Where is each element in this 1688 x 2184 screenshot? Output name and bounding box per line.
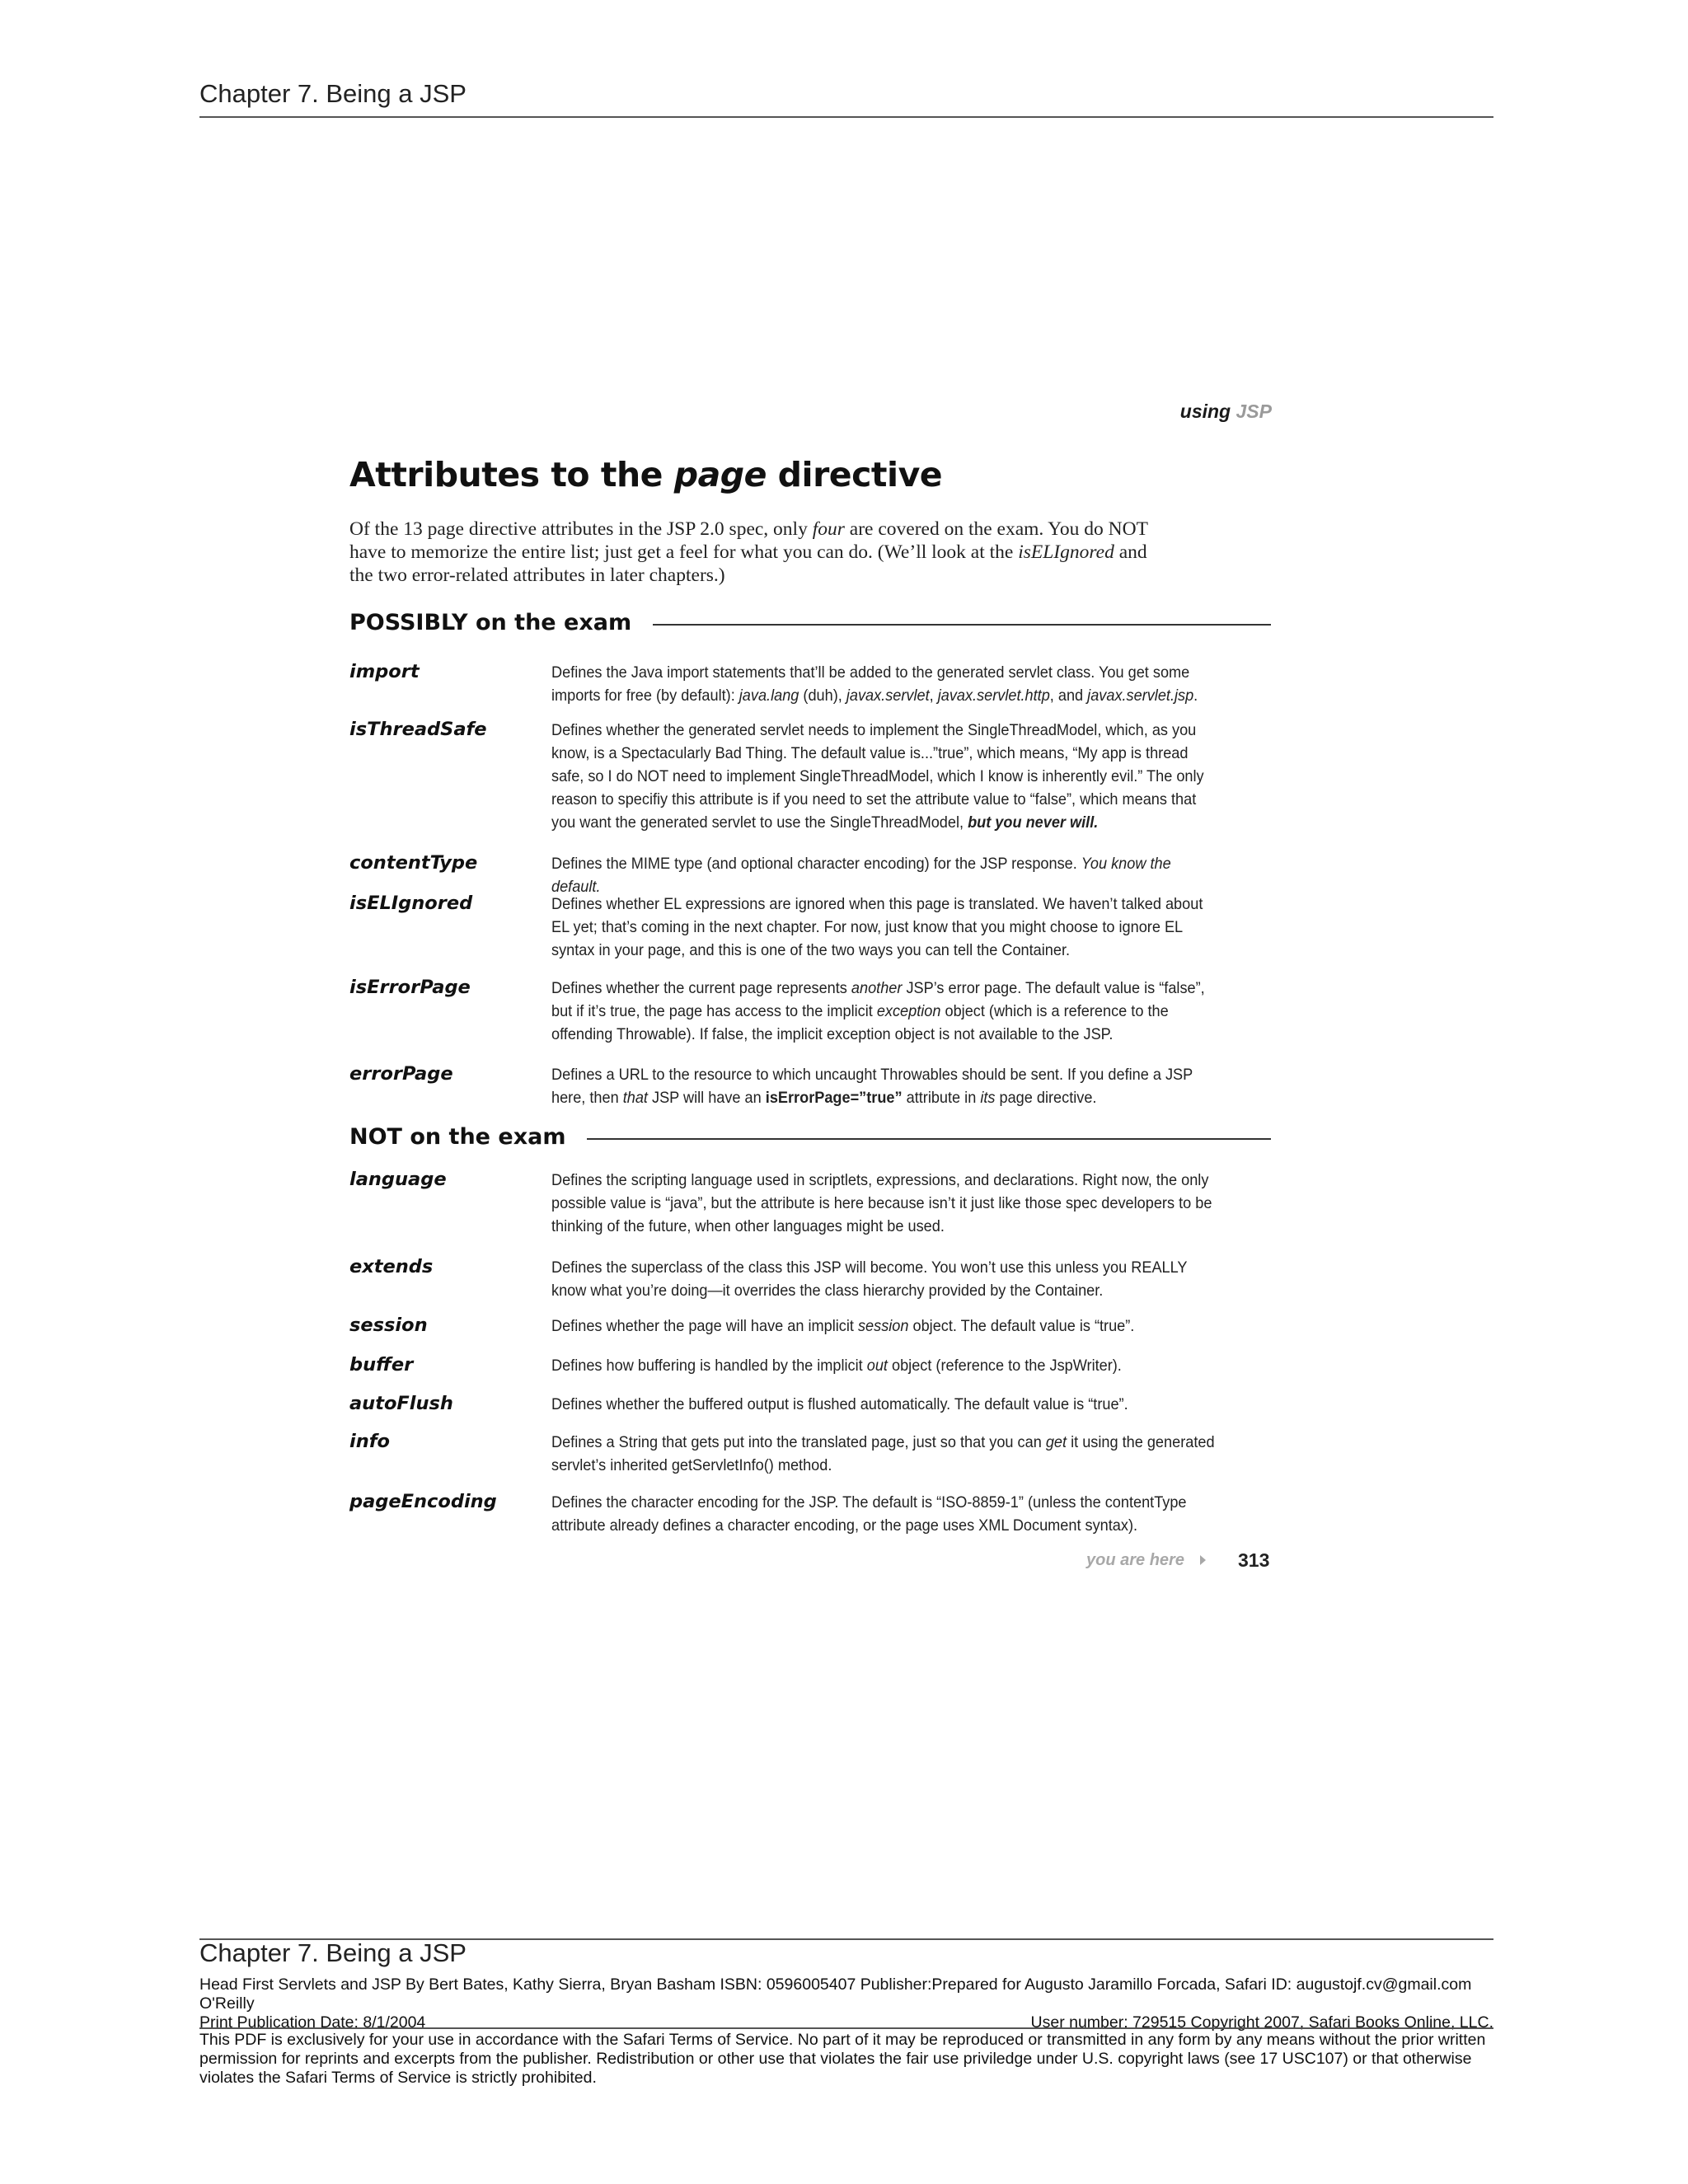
section-label-possibly: POSSIBLY on the exam [349, 610, 632, 635]
desc-text: Defines the Java import statements that’ll be added to the generated servlet class. You get some imports for free (by default): [551, 663, 1190, 705]
attribute-name: extends [349, 1256, 434, 1277]
desc-text: Defines the scripting language used in scriptlets, expressions, and declarations. Right now, the only possible value is “java”, but the attribute is here because isn’t it just like those spec developers to be thinking of the future, when other languages might be used. [551, 1171, 1212, 1235]
attribute-description [551, 1431, 1222, 1477]
page-label-prefix: using [1179, 401, 1231, 422]
attribute-description [551, 1169, 1222, 1238]
desc-text: (duh), [799, 687, 846, 705]
desc-italic: java.lang [738, 687, 799, 705]
page-title-part2: directive [766, 455, 943, 494]
desc-italic: its [980, 1089, 996, 1107]
desc-text: Defines the character encoding for the JSP. The default is “ISO-8859-1” (unless the contentType attribute already defines a character encoding, or the page uses XML Document syntax). [551, 1493, 1187, 1535]
page-label [1180, 401, 1272, 423]
attribute-name: pageEncoding [349, 1491, 497, 1512]
desc-text: Defines whether the current page represents [551, 979, 851, 997]
footer-publisher: O'Reilly [199, 1994, 255, 2013]
attribute-name: isThreadSafe [349, 719, 487, 740]
attribute-row-import [349, 661, 1273, 707]
attribute-name: isErrorPage [349, 977, 471, 998]
desc-italic: get [1045, 1433, 1067, 1451]
attribute-description [551, 977, 1222, 1046]
page-label-accent: JSP [1236, 401, 1272, 422]
desc-italic: exception [876, 1002, 941, 1020]
desc-text: Defines whether the generated servlet needs to implement the SingleThreadModel, which, as you know, is a Spectacularly Bad Thing. The default value is...”true”, which means, “My app is thread safe, so I do NOT need to implement SingleThreadModel, which I know is inherently evil.” The only reason to specifiy this attribute is if you need to set the attribute value to “false”, which means that you want the generated servlet to use the SingleThreadModel, [551, 721, 1204, 832]
intro-text-3: and the two error-related attributes in later chapters.) [349, 541, 1147, 586]
intro-text-2: are covered on the exam. You do NOT have to memorize the entire list; just get a feel for what you can do. (We’ll look at the [349, 518, 1148, 563]
footer-print-date: Print Publication Date: 8/1/2004 [199, 2013, 426, 2032]
desc-text: it using the generated servlet’s inherited getServletInfo() method. [551, 1433, 1215, 1474]
you-are-here-label: you are here [1086, 1551, 1184, 1569]
desc-text: Defines the superclass of the class this JSP will become. You won’t use this unless you REALLY know what you’re doing—it overrides the class hierarchy provided by the Container. [551, 1258, 1188, 1300]
attribute-name: language [349, 1169, 447, 1190]
attribute-name: autoFlush [349, 1393, 453, 1414]
desc-text: Defines how buffering is handled by the implicit [551, 1357, 867, 1375]
header-divider [199, 116, 1493, 118]
desc-text: Defines a String that gets put into the translated page, just so that you can [551, 1433, 1046, 1451]
attribute-description [551, 1393, 1222, 1416]
desc-text: , and [1049, 687, 1088, 705]
intro-italic-2: isELIgnored [1018, 541, 1114, 563]
attribute-row-pageencoding [349, 1491, 1273, 1537]
intro-text-1: Of the 13 page directive attributes in the JSP 2.0 spec, only [349, 518, 813, 540]
attribute-description [551, 852, 1222, 898]
desc-text: JSP will have an [647, 1089, 766, 1107]
attribute-row-buffer [349, 1354, 1273, 1377]
attribute-description [551, 1491, 1222, 1537]
attribute-description [551, 1256, 1222, 1302]
desc-text: page directive. [995, 1089, 1097, 1107]
desc-text: . [1193, 687, 1198, 705]
desc-italic: another [851, 979, 903, 997]
attribute-row-language [349, 1169, 1273, 1238]
attribute-row-extends [349, 1256, 1273, 1302]
attribute-row-contenttype [349, 852, 1273, 898]
desc-italic: You know the default. [551, 855, 1171, 896]
section-divider [653, 624, 1271, 626]
desc-text: JSP’s error page. The default value is “false”, but if it’s true, the page has access to the implicit [551, 979, 1205, 1020]
attribute-row-isthreadsafe [349, 719, 1273, 834]
desc-italic: javax.servlet.http [937, 687, 1050, 705]
intro-italic-1: four [812, 518, 845, 540]
section-header-not [349, 1124, 1271, 1150]
desc-text: object (which is a reference to the offending Throwable). If false, the implicit exception object is not available to the JSP. [551, 1002, 1169, 1043]
running-header-title: Chapter 7. Being a JSP [199, 79, 467, 108]
page-title [349, 455, 942, 494]
intro-paragraph [349, 518, 1174, 587]
desc-text: Defines whether the page will have an implicit [551, 1317, 858, 1335]
desc-bold: isErrorPage=”true” [765, 1089, 903, 1107]
desc-text: Defines a URL to the resource to which uncaught Throwables should be sent. If you define a JSP here, then [551, 1066, 1193, 1107]
footer-divider-2 [199, 2027, 1493, 2029]
attribute-description [551, 893, 1222, 962]
attribute-row-iselignored [349, 893, 1273, 962]
desc-italic: out [866, 1357, 888, 1375]
section-header-possibly [349, 610, 1271, 635]
desc-text: Defines whether EL expressions are ignored when this page is translated. We haven’t talked about EL yet; that’s coming in the next chapter. For now, just know that you might choose to ignore EL syntax in your page, and this is one of the two ways you can tell the Container. [551, 895, 1203, 959]
section-label-not: NOT on the exam [349, 1124, 566, 1150]
attribute-name: contentType [349, 852, 478, 874]
desc-text: , [929, 687, 938, 705]
page-title-part1: Attributes to the [349, 455, 674, 494]
attribute-name: buffer [349, 1354, 414, 1376]
section-divider [587, 1138, 1271, 1140]
attribute-name: session [349, 1315, 428, 1336]
attribute-name: info [349, 1431, 390, 1452]
desc-italic: that [622, 1089, 648, 1107]
desc-bold-italic: but you never will. [968, 813, 1099, 832]
triangle-arrow-icon [1200, 1555, 1206, 1565]
page-number: 313 [1238, 1549, 1270, 1571]
attribute-description [551, 1315, 1222, 1338]
desc-text: attribute in [902, 1089, 981, 1107]
attribute-row-session [349, 1315, 1273, 1338]
attribute-row-iserrorpage [349, 977, 1273, 1046]
attribute-name: import [349, 661, 420, 682]
attribute-name: errorPage [349, 1063, 453, 1085]
footer-user-copyright: User number: 729515 Copyright 2007, Safari Books Online, LLC. [1030, 2013, 1493, 2032]
footer-legal-notice: This PDF is exclusively for your use in accordance with the Safari Terms of Service. No part of it may be reproduced or transmitted in any form by any means without the prior written permission for reprints and excerpts from the publisher. Redistribution or other use that violates the fair use priviledge under U.S. copyright laws (see 17 USC107) or that otherwise violates the Safari Terms of Service is strictly prohibited. [199, 2031, 1486, 2087]
attribute-row-autoflush [349, 1393, 1273, 1416]
attribute-description [551, 1354, 1222, 1377]
desc-text: Defines whether the buffered output is flushed automatically. The default value is “true”. [551, 1395, 1128, 1413]
footer-print-row [199, 2013, 1493, 2032]
desc-text: object (reference to the JspWriter). [887, 1357, 1122, 1375]
attribute-description [551, 1063, 1222, 1109]
desc-italic: javax.servlet [846, 687, 930, 705]
attribute-description [551, 661, 1222, 707]
desc-italic: session [857, 1317, 909, 1335]
footer-chapter-title: Chapter 7. Being a JSP [199, 1938, 467, 1967]
desc-text: Defines the MIME type (and optional character encoding) for the JSP response. [551, 855, 1081, 873]
attribute-row-info [349, 1431, 1273, 1477]
attribute-description [551, 719, 1222, 834]
desc-text: object. The default value is “true”. [908, 1317, 1135, 1335]
desc-italic: javax.servlet.jsp [1087, 687, 1194, 705]
attribute-name: isELIgnored [349, 893, 473, 914]
footer-book-info: Head First Servlets and JSP By Bert Bates, Kathy Sierra, Bryan Basham ISBN: 0596005407 Publisher:Prepared for Augusto Jaramillo Forcada, Safari ID: augustojf.cv@gmail.com [199, 1975, 1472, 1994]
page-title-italic: page [673, 455, 767, 494]
attribute-row-errorpage [349, 1063, 1273, 1109]
